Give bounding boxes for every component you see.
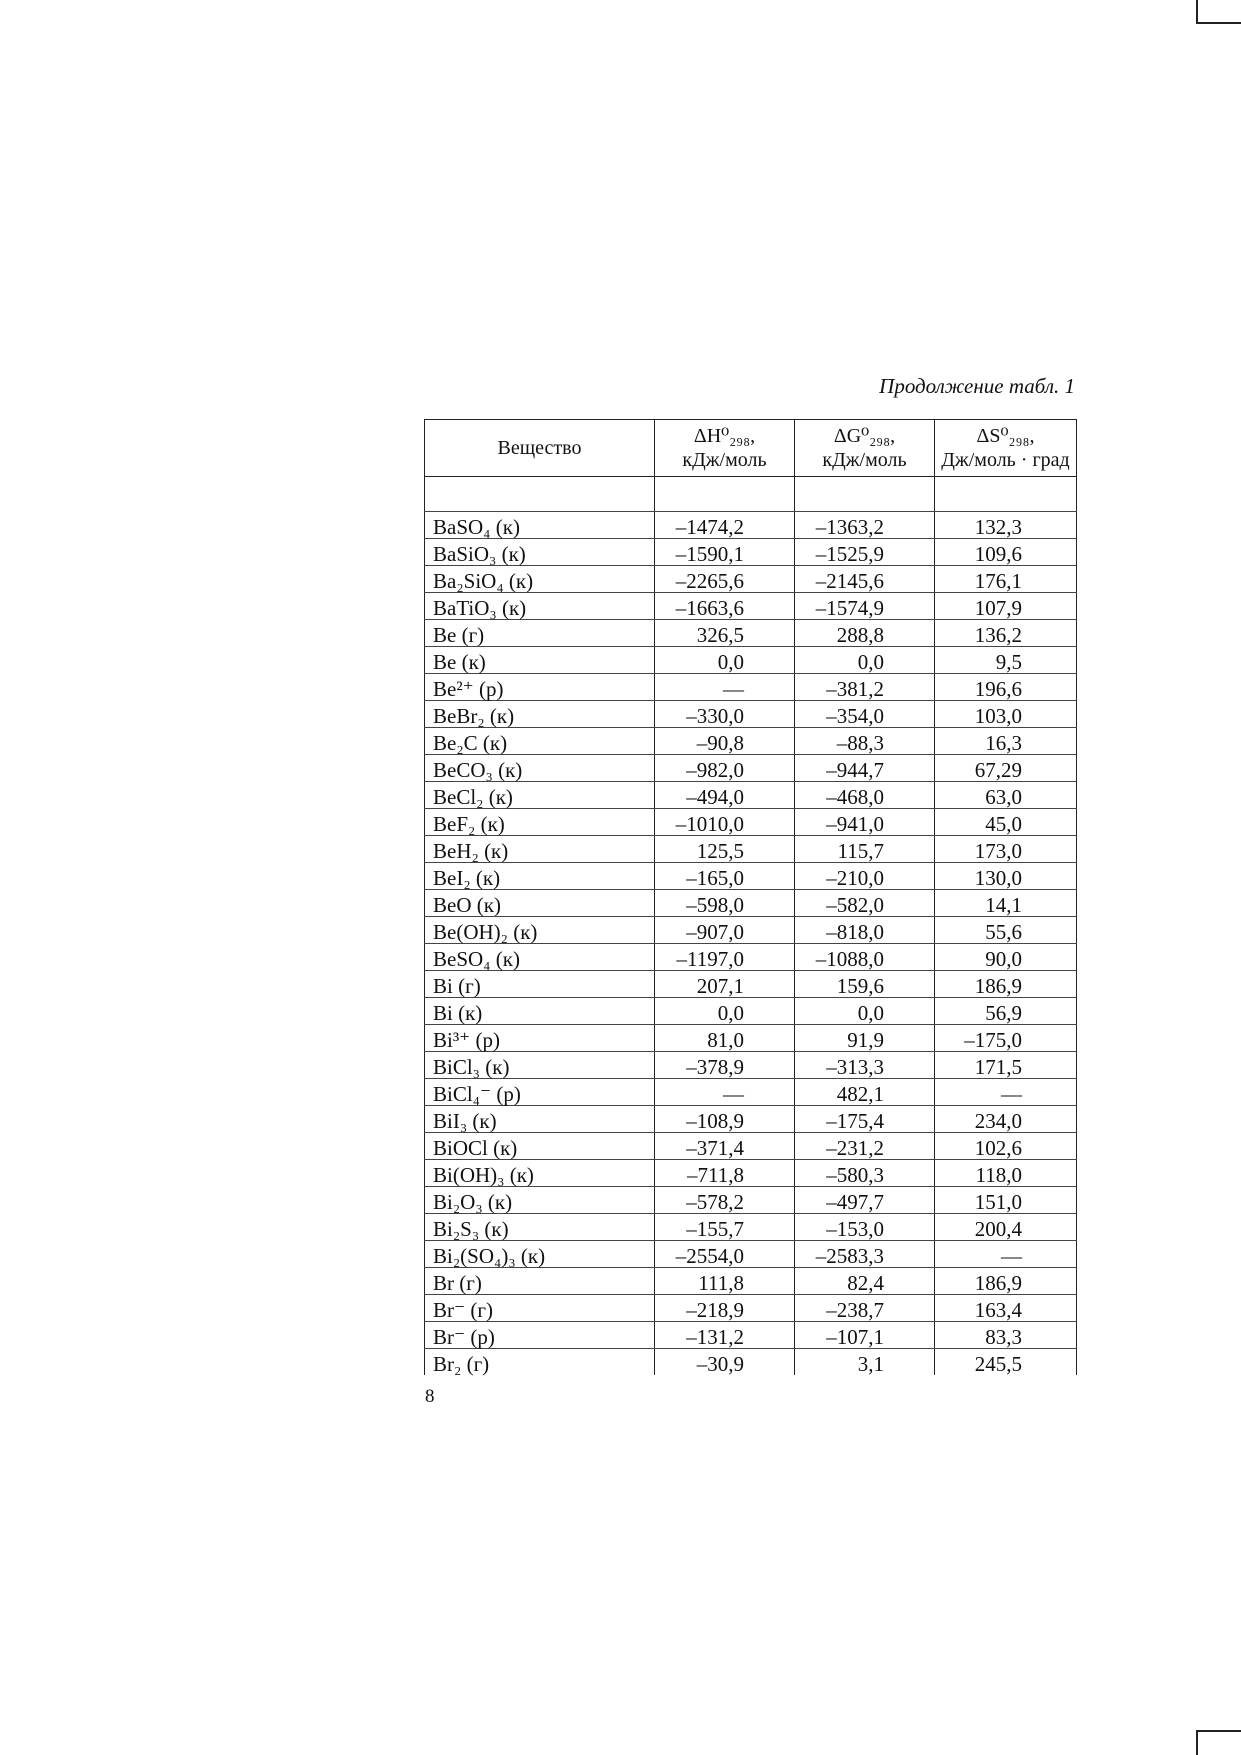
cell-enthalpy: –982,0 [655,755,795,782]
header-entropy-unit: Дж/моль · град [941,449,1070,471]
crop-mark-top-right-vertical [1196,0,1198,22]
cell-enthalpy: –598,0 [655,890,795,917]
cell-substance: BeBr₂ (к) [425,701,655,728]
cell-substance: BiOCl (к) [425,1133,655,1160]
cell-substance: Bi (г) [425,971,655,998]
cell-entropy: 163,4 [935,1295,1077,1322]
cell-enthalpy: –371,4 [655,1133,795,1160]
spacer-cell [795,477,935,512]
cell-gibbs: –153,0 [795,1214,935,1241]
cell-enthalpy: 0,0 [655,998,795,1025]
table-row [425,647,1077,674]
header-entropy [935,420,1077,477]
cell-enthalpy: –165,0 [655,863,795,890]
cell-gibbs: –468,0 [795,782,935,809]
table-row [425,1160,1077,1187]
cell-entropy: 56,9 [935,998,1077,1025]
page-number: 8 [425,1386,435,1407]
table-row [425,1052,1077,1079]
cell-entropy: 83,3 [935,1322,1077,1349]
cell-enthalpy: –378,9 [655,1052,795,1079]
table-row [425,620,1077,647]
cell-entropy: 173,0 [935,836,1077,863]
cell-entropy: 176,1 [935,566,1077,593]
header-enthalpy-symbol: ΔH⁰₂₉₈, [693,425,756,447]
cell-entropy: 186,9 [935,971,1077,998]
cell-gibbs: 0,0 [795,647,935,674]
cell-entropy: 109,6 [935,539,1077,566]
cell-entropy: 171,5 [935,1052,1077,1079]
table-row [425,674,1077,701]
table-row [425,944,1077,971]
cell-substance: BeI₂ (к) [425,863,655,890]
cell-substance: BaSO₄ (к) [425,512,655,539]
cell-gibbs: –1088,0 [795,944,935,971]
cell-gibbs: –354,0 [795,701,935,728]
cell-enthalpy: –108,9 [655,1106,795,1133]
cell-enthalpy: –1474,2 [655,512,795,539]
cell-enthalpy: –218,9 [655,1295,795,1322]
cell-substance: BaTiO₃ (к) [425,593,655,620]
header-gibbs-symbol: ΔG⁰₂₉₈, [833,425,896,447]
table-row [425,1106,1077,1133]
cell-gibbs: –210,0 [795,863,935,890]
cell-enthalpy: –30,9 [655,1349,795,1376]
cell-entropy: 196,6 [935,674,1077,701]
cell-enthalpy: –1010,0 [655,809,795,836]
table-row [425,1295,1077,1322]
cell-gibbs: 0,0 [795,998,935,1025]
cell-gibbs: 3,1 [795,1349,935,1376]
cell-enthalpy: 81,0 [655,1025,795,1052]
cell-substance: BeO (к) [425,890,655,917]
table-row [425,782,1077,809]
table-row [425,998,1077,1025]
cell-entropy: 136,2 [935,620,1077,647]
table-row [425,728,1077,755]
table-row [425,1349,1077,1376]
cell-substance: BeSO₄ (к) [425,944,655,971]
cell-enthalpy: –1590,1 [655,539,795,566]
cell-entropy: 55,6 [935,917,1077,944]
cell-gibbs: 482,1 [795,1079,935,1106]
cell-substance: BeH₂ (к) [425,836,655,863]
cell-gibbs: –107,1 [795,1322,935,1349]
cell-gibbs: 82,4 [795,1268,935,1295]
cell-substance: BaSiO₃ (к) [425,539,655,566]
spacer-cell [655,477,795,512]
table-body [425,477,1077,1376]
cell-substance: BeF₂ (к) [425,809,655,836]
cell-enthalpy: –2554,0 [655,1241,795,1268]
table-row [425,1187,1077,1214]
cell-entropy: — [935,1079,1077,1106]
cell-entropy: 45,0 [935,809,1077,836]
cell-enthalpy: — [655,674,795,701]
cell-entropy: 9,5 [935,647,1077,674]
cell-gibbs: 288,8 [795,620,935,647]
cell-entropy: 118,0 [935,1160,1077,1187]
table-row [425,971,1077,998]
cell-enthalpy: –90,8 [655,728,795,755]
cell-enthalpy: 111,8 [655,1268,795,1295]
table-row [425,890,1077,917]
cell-enthalpy: 326,5 [655,620,795,647]
header-enthalpy [655,420,795,477]
table-row [425,809,1077,836]
table-row [425,1079,1077,1106]
cell-substance: Br (г) [425,1268,655,1295]
cell-substance: BiCl₃ (к) [425,1052,655,1079]
cell-substance: Bi₂O₃ (к) [425,1187,655,1214]
cell-entropy: 130,0 [935,863,1077,890]
cell-substance: Br⁻ (р) [425,1322,655,1349]
cell-enthalpy: –1663,6 [655,593,795,620]
cell-substance: Be(OH)₂ (к) [425,917,655,944]
cell-entropy: 63,0 [935,782,1077,809]
table-row [425,1322,1077,1349]
table-row [425,836,1077,863]
table-caption: Продолжение табл. 1 [879,374,1075,398]
cell-enthalpy: 125,5 [655,836,795,863]
cell-enthalpy: –1197,0 [655,944,795,971]
cell-gibbs: –1525,9 [795,539,935,566]
crop-mark-bottom-right-vertical [1196,1730,1198,1755]
cell-enthalpy: –711,8 [655,1160,795,1187]
cell-substance: Be (к) [425,647,655,674]
cell-entropy: 107,9 [935,593,1077,620]
header-enthalpy-unit: кДж/моль [682,449,767,471]
table-row [425,566,1077,593]
cell-entropy: 151,0 [935,1187,1077,1214]
cell-entropy: 132,3 [935,512,1077,539]
header-gibbs [795,420,935,477]
cell-gibbs: –381,2 [795,674,935,701]
table-row [425,917,1077,944]
cell-enthalpy: –578,2 [655,1187,795,1214]
cell-gibbs: –580,3 [795,1160,935,1187]
cell-enthalpy: –2265,6 [655,566,795,593]
table-row [425,1214,1077,1241]
cell-entropy: –175,0 [935,1025,1077,1052]
cell-gibbs: 159,6 [795,971,935,998]
cell-gibbs: –818,0 [795,917,935,944]
header-entropy-symbol: ΔS⁰₂₉₈, [976,425,1035,447]
table-row [425,1133,1077,1160]
spacer-cell [935,477,1077,512]
cell-gibbs: –497,7 [795,1187,935,1214]
cell-entropy: 90,0 [935,944,1077,971]
cell-enthalpy: –155,7 [655,1214,795,1241]
cell-substance: Be²⁺ (р) [425,674,655,701]
cell-gibbs: –175,4 [795,1106,935,1133]
cell-substance: Bi (к) [425,998,655,1025]
cell-gibbs: –231,2 [795,1133,935,1160]
cell-entropy: 102,6 [935,1133,1077,1160]
spacer-cell [425,477,655,512]
cell-enthalpy: –907,0 [655,917,795,944]
cell-substance: Bi₂(SO₄)₃ (к) [425,1241,655,1268]
crop-mark-top-right-horizontal [1196,22,1241,24]
header-gibbs-unit: кДж/моль [822,449,907,471]
cell-gibbs: –2583,3 [795,1241,935,1268]
cell-substance: Be (г) [425,620,655,647]
cell-substance: BeCO₃ (к) [425,755,655,782]
cell-entropy: 103,0 [935,701,1077,728]
cell-entropy: 14,1 [935,890,1077,917]
cell-entropy: 16,3 [935,728,1077,755]
cell-enthalpy: –330,0 [655,701,795,728]
table-row [425,701,1077,728]
cell-substance: BiCl₄⁻ (р) [425,1079,655,1106]
cell-entropy: 67,29 [935,755,1077,782]
table-row [425,539,1077,566]
crop-mark-bottom-right-horizontal [1196,1730,1241,1732]
table-row [425,1268,1077,1295]
table-row [425,512,1077,539]
table-row [425,863,1077,890]
cell-enthalpy: 207,1 [655,971,795,998]
cell-entropy: 245,5 [935,1349,1077,1376]
table-header-row [425,420,1077,477]
cell-gibbs: –88,3 [795,728,935,755]
cell-substance: Ba₂SiO₄ (к) [425,566,655,593]
cell-substance: Bi(OH)₃ (к) [425,1160,655,1187]
cell-gibbs: 91,9 [795,1025,935,1052]
thermodynamic-data-table [424,419,1077,1375]
cell-gibbs: –1574,9 [795,593,935,620]
cell-substance: Bi₂S₃ (к) [425,1214,655,1241]
cell-gibbs: –313,3 [795,1052,935,1079]
cell-entropy: — [935,1241,1077,1268]
cell-gibbs: –941,0 [795,809,935,836]
cell-enthalpy: — [655,1079,795,1106]
cell-substance: Be₂C (к) [425,728,655,755]
cell-entropy: 186,9 [935,1268,1077,1295]
header-spacer-row [425,477,1077,512]
cell-gibbs: –238,7 [795,1295,935,1322]
cell-substance: Br⁻ (г) [425,1295,655,1322]
cell-substance: BiI₃ (к) [425,1106,655,1133]
cell-gibbs: 115,7 [795,836,935,863]
table-row [425,1025,1077,1052]
table-row [425,1241,1077,1268]
cell-entropy: 234,0 [935,1106,1077,1133]
cell-substance: Bi³⁺ (р) [425,1025,655,1052]
header-substance: Вещество [425,420,655,477]
cell-gibbs: –2145,6 [795,566,935,593]
cell-enthalpy: –131,2 [655,1322,795,1349]
cell-gibbs: –1363,2 [795,512,935,539]
cell-gibbs: –944,7 [795,755,935,782]
cell-substance: Br₂ (г) [425,1349,655,1376]
cell-enthalpy: 0,0 [655,647,795,674]
cell-gibbs: –582,0 [795,890,935,917]
table-row [425,755,1077,782]
cell-enthalpy: –494,0 [655,782,795,809]
table-row [425,593,1077,620]
cell-entropy: 200,4 [935,1214,1077,1241]
cell-substance: BeCl₂ (к) [425,782,655,809]
